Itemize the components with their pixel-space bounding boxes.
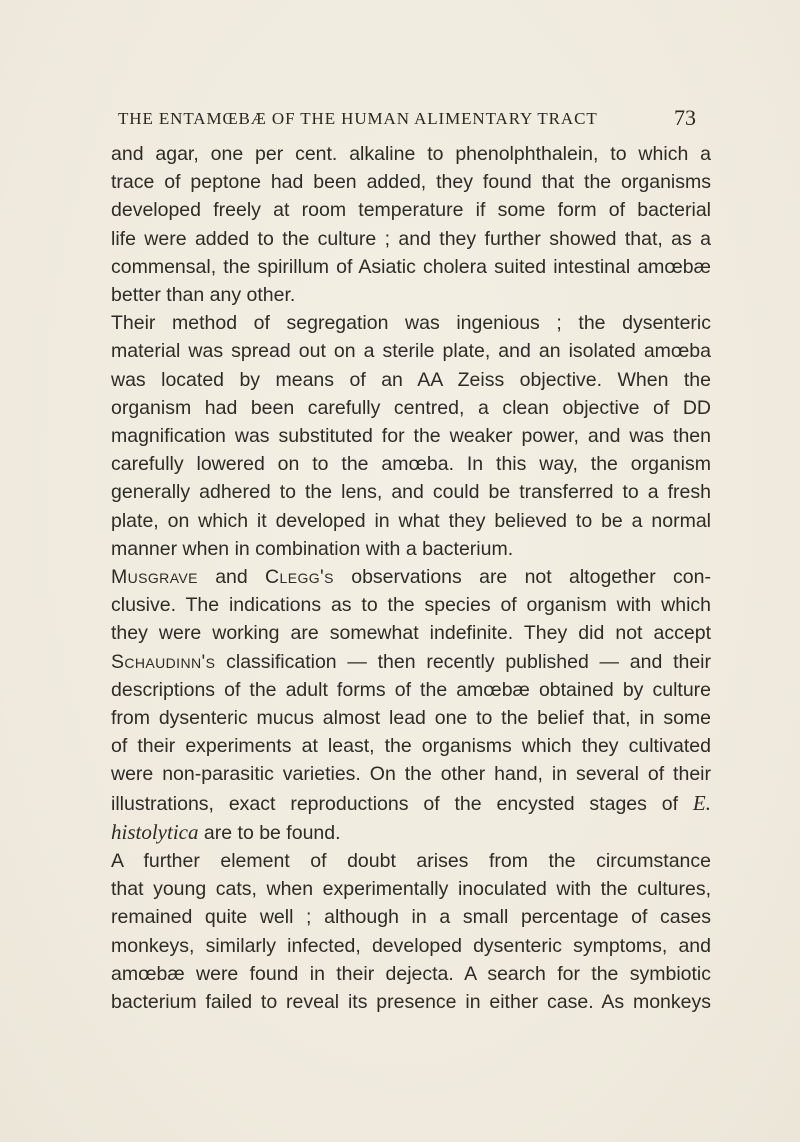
text-line: magnification was substituted for the weaker power, and was then (111, 425, 711, 448)
text-line: commensal, the spirillum of Asiatic cholera suited intestinal amœbæ (111, 255, 711, 278)
text-line: material was spread out on a sterile plate, and an isolated amœba (111, 340, 711, 363)
running-head (118, 103, 696, 135)
text-line: clusive. The indications as to the species of organism with which (111, 594, 711, 617)
text-line: plate, on which it developed in what they believed to be a normal (111, 509, 711, 532)
text-line: generally adhered to the lens, and could be transferred to a fresh (111, 481, 711, 504)
text-line: better than any other. (111, 284, 296, 307)
text-line: monkeys, similarly infected, developed dysenteric symptoms, and (111, 934, 711, 957)
line-text: observations are not altogether con- (351, 566, 711, 589)
text-line: were non-parasitic varieties. On the other hand, in several of their (111, 763, 711, 786)
text-line: Their method of segregation was ingenious ; the dysenteric (111, 312, 711, 335)
text-line: manner when in combination with a bacterium. (111, 537, 514, 560)
text-line: they were working are somewhat indefinite. They did not accept (111, 622, 711, 645)
text-line: life were added to the culture ; and they further showed that, as a (111, 227, 711, 250)
line-text: are to be found. (203, 821, 341, 844)
text-line: and agar, one per cent. alkaline to phenolphthalein, to which a (111, 143, 711, 165)
author-name: Clegg's (265, 566, 334, 589)
text-line: carefully lowered on to the amœba. In this way, the organism (111, 453, 711, 476)
text-line: descriptions of the adult forms of the amœbæ obtained by culture (111, 678, 711, 701)
species-initial: E. (692, 790, 711, 815)
text-line: that young cats, when experimentally inoculated with the cultures, (111, 878, 711, 901)
text-line: amœbæ were found in their dejecta. A search for the symbiotic (111, 962, 711, 985)
body-text (111, 140, 711, 1016)
text-line: organism had been carefully centred, a clean objective of DD (111, 396, 711, 419)
text-line: bacterium failed to reveal its presence in either case. As monkeys (111, 991, 711, 1014)
author-name: Musgrave (111, 566, 198, 589)
text-line (111, 563, 711, 591)
text-line: A further element of doubt arises from the circumstance (111, 850, 711, 873)
page-number: 73 (674, 105, 696, 130)
line-text: illustrations, exact reproductions of the encysted stages of (111, 792, 679, 815)
author-name: Schaudinn's (111, 650, 216, 673)
text-line: of their experiments at least, the organisms which they cultivated (111, 735, 711, 758)
chapter-title: THE ENTAMŒBÆ OF THE HUMAN ALIMENTARY TRACT (118, 109, 598, 128)
text-line: trace of peptone had been added, they found that the organisms (111, 171, 711, 194)
text-line (111, 818, 711, 847)
text-line: remained quite well ; although in a small percentage of cases (111, 906, 711, 929)
text-line: developed freely at room temperature if some form of bacterial (111, 199, 711, 222)
line-text: classification — then recently published — and their (226, 650, 712, 673)
text-line: from dysenteric mucus almost lead one to the belief that, in some (111, 707, 711, 730)
text-line (111, 789, 711, 818)
species-name: histolytica (111, 819, 199, 844)
text-line: was located by means of an AA Zeiss objective. When the (111, 368, 711, 391)
text-line (111, 648, 711, 676)
conjunction: and (215, 566, 248, 589)
